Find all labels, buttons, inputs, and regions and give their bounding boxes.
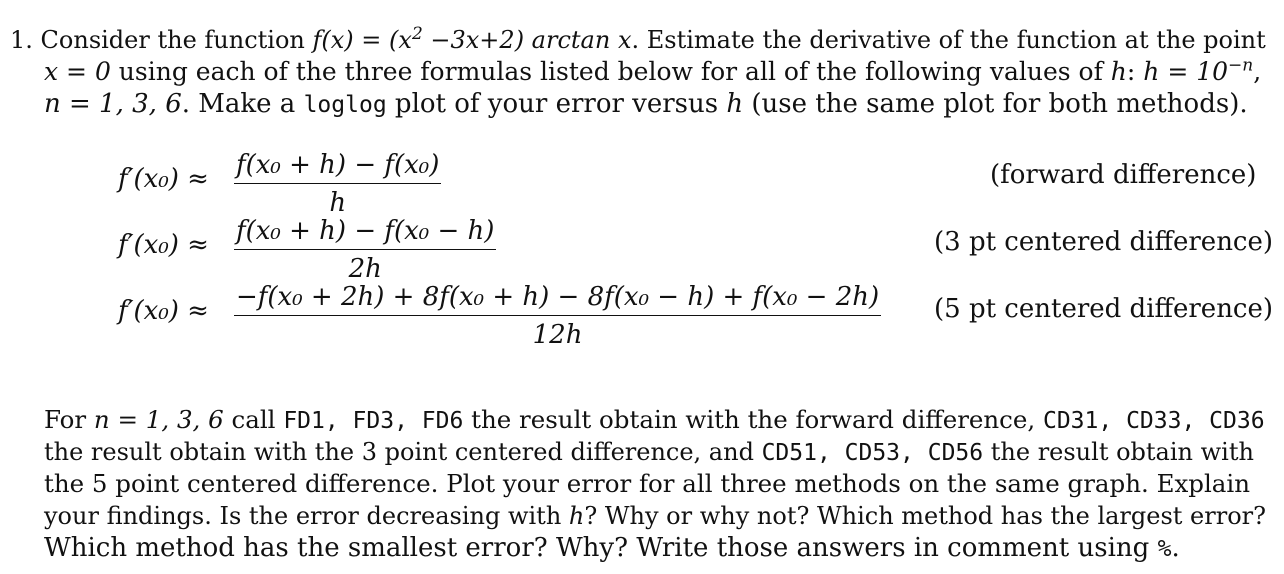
instructions-line-4: your findings. Is the error decreasing with h? Why or why not? Which method has the largest error? [44, 502, 1266, 530]
step-size-definition: $h = 10^{-n}$ [1143, 55, 1254, 86]
formula-fraction: −f(x₀ + 2h) + 8f(x₀ + h) − 8f(x₀ − h) + f(x₀ − 2h) 12h [236, 282, 880, 350]
instructions-line-2: the result obtain with the 3 point centered difference, and CD51, CD53, CD56 the result obtain with [44, 438, 1254, 466]
fraction-bar [234, 249, 496, 250]
cd5-names-code: CD51, CD53, CD56 [761, 440, 984, 466]
fraction-bar [234, 315, 881, 316]
instructions-line-1: For n = 1, 3, 6 call FD1, FD3, FD6 the result obtain with the forward difference, CD31, CD33, CD36 [44, 405, 1265, 434]
comment-char-code: % [1157, 536, 1172, 562]
forward-difference-tag: (forward difference) [990, 160, 1257, 190]
formula-fraction: f(x₀ + h) − f(x₀ − h) 2h [236, 216, 495, 284]
instructions-line-5: Which method has the smallest error? Why? Write those answers in comment using %. [44, 533, 1180, 563]
loglog-code: loglog [303, 92, 387, 118]
problem-number: 1. [10, 26, 33, 54]
fd-names-code: FD1, FD3, FD6 [283, 408, 464, 434]
instructions-line-3: the 5 point centered difference. Plot your error for all three methods on the same graph. Explain [44, 469, 1251, 498]
problem-page: 1. Consider the function $f(x) = (x^2 -3x+2)$ arctan x. Estimate the derivative of the function at the point x = 0 using each of the three formulas listed below for all of the following values of h: $h = 10^{-n}$, n = 1, 3, 6. Make a loglog plot of your error versus h (use the same plot for both methods). f′(x₀) ≈ f(x₀ + h) − f(x₀) h (forward difference) f′(x₀) ≈ f(x₀ + h) − f(x₀ − h) 2h (3 pt centered difference) f′(x₀) ≈ −f(x₀ + 2h) + 8f(x₀ + h) − 8f(x₀ − h) + f(x₀ − 2h) 12h (5 pt centered difference) For n = 1, 3, 6 call FD1, FD3, FD6 the result obtain with the forward difference, CD31, CD33, CD36 the result obtain with the 3 point centered difference, and CD51, CD53, CD56 the result obtain with the 5 point centered difference. Plot your error for all three methods on the same graph. Explain your findings. Is the error decreasing with h? Why or why not? Which method has the largest error? Which method has the smallest error? Why? Write those answers in comment using %. [10, 24, 1274, 563]
formula-fraction: f(x₀ + h) − f(x₀) h [236, 150, 440, 218]
three-point-tag: (3 pt centered difference) [934, 227, 1274, 257]
five-point-tag: (5 pt centered difference) [934, 294, 1274, 324]
function-definition: $f(x) = (x^2 -3x+2)$ arctan x [312, 24, 632, 54]
fraction-bar [234, 183, 441, 184]
problem-line-1: 1. Consider the function $f(x) = (x^2 -3x+2)$ arctan x. Estimate the derivative of the function at the point [10, 24, 1266, 54]
cd3-names-code: CD31, CD33, CD36 [1042, 408, 1265, 434]
problem-line-2: x = 0 using each of the three formulas listed below for all of the following values of h: $h = 10^{-n}$, [44, 55, 1262, 86]
problem-line-3: n = 1, 3, 6. Make a loglog plot of your error versus h (use the same plot for both methods). [44, 89, 1248, 119]
